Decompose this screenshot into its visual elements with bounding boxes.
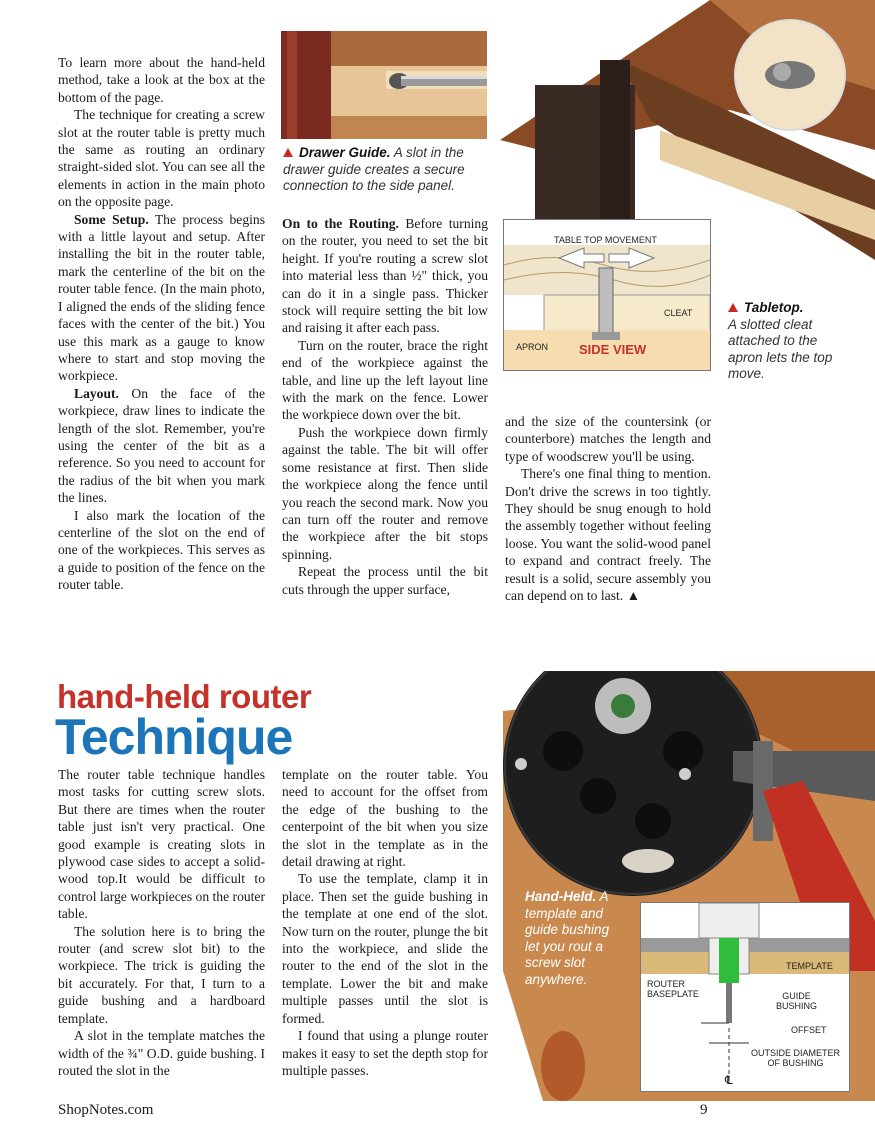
paragraph: I found that using a plunge router makes it easy to set the depth stop for multiple passes. [282,1028,488,1078]
paragraph: I also mark the location of the centerline of the slot on the end of one of the workpieces. This serves as a guide to position of the fence on the router table. [58,507,265,593]
paragraph: Some Setup. The process begins with a little layout and setup. After installing the bit in the router table, mark the centerline of the bit on the router table fence. (In the main photo, I aligned the ends of the sliding fence faces with the center of the bit.) You use this mark as a gauge to know where to start and stop moving the workpiece. [58,211,265,384]
paragraph: Push the workpiece down firmly against the table. The bit will offer some resistance at first. Then slide the workpiece along the fence until you reach the second mark. Now you can turn off the router and remove the workpiece after the bit stops spinning. [282,424,488,562]
paragraph: Repeat the process until the bit cuts through the upper surface, [282,564,488,597]
drawer-guide-illustration [281,31,487,139]
apron-label: APRON [516,342,549,352]
paragraph: The technique for creating a screw slot at the router table is pretty much the same as routing an ordinary straight-sided slot. You can see all the elements in action in the main photo on the opposite page. [58,107,265,210]
cleat-label: CLEAT [664,308,693,318]
offset-label: OFFSET [791,1025,827,1035]
top-column-3 [505,413,711,604]
paragraph: and the size of the countersink (or counterbore) matches the length and type of woodscrew you'll be using. [505,414,711,464]
top-column-2 [282,215,488,598]
detail-drawing [640,902,850,1092]
footer-site: ShopNotes.com [58,1102,154,1118]
paragraph: Turn on the router, brace the right end of the workpiece against the table, and line up the left layout line with the mark on the fence. Lower the workpiece down over the bit. [282,337,488,423]
paragraph: Layout. On the face of the workpiece, draw lines to indicate the length of the slot. Remember, you're using the center of the bit as a reference. So you need to account for the radius of the bit when you mark the lines. [58,385,265,506]
tabletop-caption: Tabletop. A slotted cleat attached to the apron lets the top move. [728,300,833,381]
side-view-diagram [503,219,711,371]
paragraph: On to the Routing. Before turning on the router, you need to set the bit height. If you're routing a screw slot into material less than ½" thick, you can do it in a single pass. Thicker stock will require setting the bit low and raising it after each pass. [282,216,488,336]
section-heading-small: hand-held router [57,678,312,715]
side-view-label: SIDE VIEW [579,342,647,357]
top-column-1 [58,54,265,594]
paragraph: The solution here is to bring the router (and screw slot bit) to the workpiece. The trick is guiding the bit accurately. For that, I turn to a guide bushing and a hardboard template. [58,923,265,1026]
guide-bushing-label: GUIDE BUSHING [776,991,818,1011]
drawer-guide-caption: Drawer Guide. A slot in the drawer guide creates a secure connection to the side panel. [283,145,465,193]
outside-diameter-label: OUTSIDE DIAMETER OF BUSHING [751,1048,841,1068]
router-baseplate-label: ROUTER BASEPLATE [647,979,699,999]
shopnotes-end-icon: ▲ [626,588,641,604]
section-column-1 [58,766,265,1079]
template-label: TEMPLATE [786,961,833,971]
section-heading-large: Technique [55,709,293,765]
paragraph: template on the router table. You need to account for the offset from the edge of the bushing to the centerpoint of the bit when you size the slot in the template as in the detail drawing at right. [282,767,488,870]
page-number: 9 [700,1102,708,1118]
paragraph: There's one final thing to mention. Don't drive the screws in too tightly. They should be snug enough to hold the assembly together without feeling loose. You want the solid-wood panel to expand and contract freely. The result is a solid, secure assembly you can depend on to last. ▲ [505,466,711,604]
paragraph: A slot in the template matches the width of the ¾" O.D. guide bushing. I routed the slot in the [58,1028,265,1078]
drawer-guide-photo [281,31,487,139]
table-top-movement-label: TABLE TOP MOVEMENT [554,235,657,245]
section-column-2 [282,766,488,1079]
red-triangle-icon [728,303,738,312]
paragraph: The router table technique handles most tasks for cutting screw slots. But there are times when the router table just isn't very practical. One good example is creating slots in plywood case sides to accept a solid-wood top.It would be difficult to control large workpieces on the router table. [58,767,265,922]
red-triangle-icon [283,148,293,157]
hand-held-caption: Hand-Held. A template and guide bushing let you rout a screw slot anywhere. [525,889,610,987]
paragraph: To learn more about the hand-held method, take a look at the box at the bottom of the page. [58,55,265,105]
centerline-symbol: ℄ [725,1073,733,1087]
paragraph: To use the template, clamp it in place. Then set the guide bushing in the template at one end of the slot. Now turn on the router, plunge the bit into the workpiece, and slide the router to the end of the slot in the template. Lower the bit and make multiple passes until the slot is formed. [282,871,488,1026]
